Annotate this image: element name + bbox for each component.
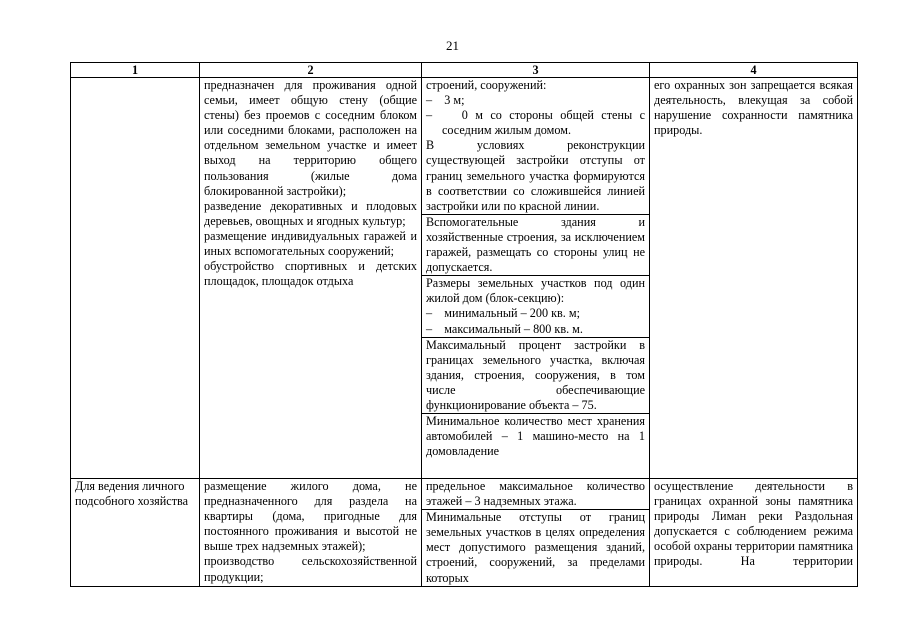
row1-col2-text-1: предназначен для проживания одной семьи, имеет общую стену (общие стены) без проемов с соседним блоком или соседними блоками, расположен на отдельном земельном участке и имеет выход на территорию общего пользования (жилые дома блокированной застройки); xyxy=(204,78,417,198)
row1-col3-parking: Минимальное количество мест хранения автомобилей – 1 машино-место на 1 домовладение xyxy=(426,414,645,459)
table-row xyxy=(71,78,858,479)
row1-col3-plot-min: – минимальный – 200 кв. м; xyxy=(426,306,580,321)
row1-col3-block-4 xyxy=(422,337,649,413)
header-col-2: 2 xyxy=(200,63,422,78)
row1-col3-setback-2: – 0 м со стороны общей стены с соседним жилым домом. xyxy=(426,108,645,138)
row2-col2-text-2: производство сельскохозяйственной продукции; xyxy=(204,554,417,584)
row2-col4 xyxy=(650,479,858,587)
row1-col3-block-5 xyxy=(422,413,649,459)
row2-col2 xyxy=(200,479,422,587)
row2-col3-floors: предельное максимальное количество этажей – 3 надземных этажа. xyxy=(426,479,645,509)
table-header-row xyxy=(71,63,858,78)
row1-col3-reconstruction: В условиях реконструкции существующей застройки отступы от границ земельного участка формируются в соответствии со сложившейся линией застройки или по красной линии. xyxy=(426,138,645,213)
header-col-3: 3 xyxy=(422,63,650,78)
header-col-4: 4 xyxy=(650,63,858,78)
row1-col2-text-4: обустройство спортивных и детских площадок, площадок отдыха xyxy=(204,259,417,289)
row2-col2-text-1: размещение жилого дома, не предназначенного для раздела на квартиры (дома, пригодные для постоянного проживания и высотой не выше трех надземных этажей); xyxy=(204,479,417,554)
row1-col3-block-1 xyxy=(422,78,649,214)
header-col-1: 1 xyxy=(71,63,200,78)
row2-col4-text: осуществление деятельности в границах охранной зоны памятника природы Лиман реки Раздольная допускается с соблюдением режима особой охраны территории памятника природы. На территории xyxy=(654,479,853,569)
row1-col3-block-3 xyxy=(422,275,649,336)
row2-col3-block-1 xyxy=(422,479,649,509)
row1-col3-intro: строений, сооружений: xyxy=(426,78,547,92)
row1-col3-block-2 xyxy=(422,214,649,275)
row1-col2 xyxy=(200,78,422,479)
row2-col3 xyxy=(422,479,650,587)
row1-col2-text-2: разведение декоративных и плодовых деревьев, овощных и ягодных культур; xyxy=(204,198,417,228)
row1-col2-text-3: размещение индивидуальных гаражей и иных вспомогательных сооружений; xyxy=(204,228,417,259)
row1-col3-auxiliary: Вспомогательные здания и хозяйственные строения, за исключением гаражей, размещать со стороны улиц не допускается. xyxy=(426,214,645,275)
row1-col3-plot-sizes-intro: Размеры земельных участков под один жилой дом (блок-секцию): xyxy=(426,276,645,306)
row2-col3-setbacks: Минимальные отступы от границ земельных участков в целях определения мест допустимого размещения зданий, строений, сооружений, за пределами которых xyxy=(426,510,645,585)
table-row xyxy=(71,479,858,587)
zoning-table xyxy=(70,62,858,587)
row1-col4: его охранных зон запрещается всякая деятельность, влекущая за собой нарушение сохранности памятника природы. xyxy=(650,78,858,479)
row1-col1 xyxy=(71,78,200,479)
row2-col3-block-2 xyxy=(422,509,649,585)
row2-col1: Для ведения личного подсобного хозяйства xyxy=(71,479,200,587)
row1-col3-setback-1: – 3 м; xyxy=(426,93,465,108)
page-number: 21 xyxy=(446,38,459,53)
row1-col3 xyxy=(422,78,650,479)
row1-col3-max-percent: Максимальный процент застройки в границах земельного участка, включая здания, строения, сооружения, в том числе обеспечивающие функционирование объекта – 75. xyxy=(426,337,645,412)
row1-col3-plot-max: – максимальный – 800 кв. м. xyxy=(426,321,583,336)
